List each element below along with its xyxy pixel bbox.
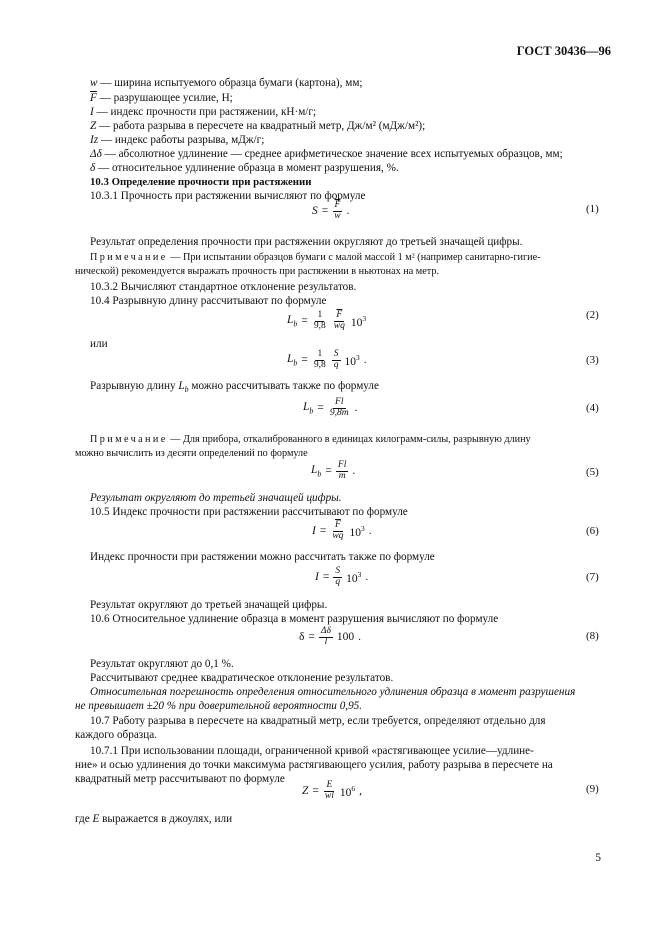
page-number: 5 [595, 852, 601, 864]
power-exponent: 3 [356, 353, 360, 363]
fraction-denominator: w [334, 210, 341, 221]
note-text: — Для прибора, откалиброванного в единицах килограмм-силы, разрывную длину [167, 434, 531, 445]
definition-symbol: w [90, 77, 98, 89]
paragraph-round-01: Результат округляют до 0,1 %. [90, 658, 234, 670]
formula-lhs [287, 314, 297, 328]
formula-power [351, 314, 366, 329]
fraction [312, 350, 328, 371]
equation-number-5: (5) [586, 466, 599, 478]
formula-tail: . [363, 354, 367, 367]
fraction-numerator: 1 [317, 349, 323, 359]
note-1-line-2: нической) рекомендуется выражать прочность при растяжении в ньютонах на метр. [75, 266, 439, 277]
formula-9 [302, 781, 362, 802]
definition-text: — относительное удлинение образца в момент разрушения, %. [95, 162, 399, 174]
note-label: Примечание [90, 434, 168, 445]
note-1-line-1 [90, 252, 541, 264]
fraction [312, 311, 328, 332]
definition-symbol: Δδ [90, 148, 102, 160]
text: выражается в джоулях, или [99, 813, 233, 825]
equation-number-2: (2) [586, 309, 599, 321]
formula-equals: = [322, 571, 330, 584]
formula-equals: = [317, 402, 324, 415]
formula-power [346, 570, 361, 585]
fraction-denominator: l [324, 636, 328, 647]
note-label: Примечание [90, 252, 168, 263]
formula-equals: = [301, 315, 308, 328]
definition-z [90, 120, 425, 133]
fraction-numerator: $\overline{F}$ [334, 200, 341, 210]
formula-tail: . [346, 205, 350, 218]
definition-symbol: Z [90, 120, 97, 132]
formula-equals: = [301, 354, 308, 367]
definition-symbol: $\overline{F}$ [90, 92, 97, 104]
fraction-denominator: 9,8 [313, 320, 326, 331]
definition-text: — ширина испытуемого образца бумаги (картона), мм; [97, 77, 363, 89]
fraction-numerator: Fl [335, 397, 344, 407]
definition-symbol: δ [90, 162, 96, 174]
paragraph-10-7-line-2: каждого образца. [75, 729, 157, 741]
fraction-numerator: $\overline{F}$ [336, 310, 343, 320]
formula-tail: . [365, 571, 369, 584]
paragraph-std: Рассчитывают среднее квадратическое отклонение результатов. [90, 672, 394, 684]
paragraph-round-3: Результат округляют до третьей значащей цифры. [90, 599, 328, 611]
formula-lhs [287, 353, 297, 367]
equation-number-6: (6) [586, 525, 599, 537]
text: где [75, 813, 93, 825]
fraction-numerator: E [326, 780, 333, 790]
formula-power [340, 784, 355, 799]
formula-lhs-subscript: b [309, 406, 314, 416]
formula-7 [315, 567, 368, 588]
equation-number-8: (8) [586, 630, 599, 642]
paragraph-error-line-2: не превышает ±20 % при доверительной вероятности 0,95. [75, 700, 363, 712]
formula-lhs: δ [299, 631, 305, 644]
definition-i [90, 106, 316, 119]
word-or: или [90, 338, 108, 350]
paragraph-where-e [75, 813, 232, 826]
formula-lhs-subscript: b [317, 469, 322, 479]
paragraph-10-7-1-line-3: квадратный метр рассчитывают по формуле [75, 773, 285, 785]
formula-equals: = [312, 785, 319, 798]
formula-lhs [311, 464, 321, 478]
formula-lhs-symbol: L [287, 314, 294, 327]
paragraph-10-7-line-1: 10.7 Работу разрыва в пересчете на квадратный метр, если требуется, определяют отдельно для [90, 715, 546, 727]
formula-tail: . [354, 402, 358, 415]
power-base: 10 [346, 572, 358, 585]
formula-power: 100 [336, 631, 355, 644]
formula-2 [287, 311, 366, 332]
fraction-denominator: 9,8 [313, 359, 326, 370]
fraction [332, 311, 347, 332]
definition-symbol: I [90, 106, 94, 118]
definition-text: — индекс прочности при растяжении, кН·м/г; [93, 106, 317, 118]
fraction [328, 398, 351, 419]
formula-tail: , [359, 785, 363, 798]
formula-lhs-symbol: L [311, 464, 318, 477]
formula-equals: = [319, 525, 327, 538]
text: Разрывную длину [90, 380, 179, 392]
definition-f [90, 92, 233, 105]
symbol-subscript: b [184, 385, 189, 395]
equation-number-4: (4) [586, 402, 599, 414]
equation-number-1: (1) [586, 203, 599, 215]
paragraph-lb-also [90, 380, 379, 394]
formula-power [345, 353, 360, 368]
fraction-denominator: wq [332, 530, 344, 541]
formula-lhs: I [315, 571, 319, 584]
paragraph-10-5: 10.5 Индекс прочности при растяжении рассчитывают по формуле [90, 506, 408, 518]
paragraph-10-4: 10.4 Разрывную длину рассчитывают по формуле [90, 295, 327, 307]
paragraph-error-line-1: Относительная погрешность определения относительного удлинения образца в момент разрушения [90, 686, 576, 698]
paragraph-index-also: Индекс прочности при растяжении можно рассчитать также по формуле [90, 551, 435, 563]
section-heading-10-3: 10.3 Определение прочности при растяжении [90, 176, 312, 188]
definition-text: — абсолютное удлинение — среднее арифметическое значение всех испытуемых образцов, мм; [101, 148, 563, 160]
paragraph-10-3-2: 10.3.2 Вычисляют стандартное отклонение результатов. [90, 281, 357, 293]
document-id: ГОСТ 30436—96 [516, 44, 611, 58]
note-2-line-1 [90, 434, 531, 446]
text: можно рассчитывать также по формуле [188, 380, 379, 392]
formula-lhs-symbol: L [303, 401, 310, 414]
fraction [336, 461, 348, 482]
formula-power [349, 524, 364, 539]
fraction-numerator: $\overline{F}$ [334, 520, 341, 530]
formula-6 [312, 521, 372, 542]
definition-text: — разрушающее усилие, Н; [96, 92, 233, 104]
fraction [333, 567, 342, 588]
formula-8 [299, 627, 361, 648]
power-exponent: 3 [362, 314, 367, 324]
fraction-denominator: 9,8m [329, 407, 349, 418]
symbol: L [178, 380, 185, 392]
paragraph-10-7-1-line-2: ние» и осью удлинения до точки максимума растягивающего усилия, работу разрыва в пересчете на [75, 759, 553, 771]
paragraph-round-italic: Результат округляют до третьей значащей цифры. [90, 492, 342, 504]
symbol: E [92, 813, 100, 825]
paragraph-round-s: Результат определения прочности при растяжении округляют до третьей значащей цифры. [90, 236, 523, 248]
definition-delta-rel [90, 162, 399, 175]
formula-lhs-subscript: b [293, 319, 298, 329]
fraction-denominator: q [335, 576, 341, 587]
definition-text: — работа разрыва в пересчете на квадратный метр, Дж/м² (мДж/м²); [96, 120, 426, 132]
fraction [330, 521, 345, 542]
formula-lhs-symbol: L [287, 353, 294, 366]
equation-number-9: (9) [586, 783, 599, 795]
power-exponent: 3 [360, 524, 365, 534]
definition-symbol: Iz [90, 134, 99, 146]
power-base: 10 [349, 526, 361, 539]
fraction-denominator: m [338, 470, 346, 481]
formula-equals: = [325, 465, 332, 478]
formula-lhs [303, 401, 313, 415]
paragraph-10-3-1: 10.3.1 Прочность при растяжении вычисляют по формуле [90, 190, 366, 202]
fraction [319, 627, 333, 648]
fraction [332, 201, 342, 222]
definition-iz [90, 134, 264, 147]
formula-lhs: I [312, 525, 316, 538]
formula-tail: . [358, 631, 362, 644]
definition-w [90, 77, 363, 90]
formula-lhs: S [312, 205, 318, 218]
fraction [332, 350, 341, 371]
equation-number-7: (7) [586, 571, 599, 583]
note-2-line-2: можно вычислить из десяти определений по формуле [75, 448, 308, 459]
power-exponent: 6 [351, 784, 356, 794]
paragraph-10-7-1-line-1: 10.7.1 При использовании площади, ограниченной кривой «растягивающее усилие—удлине- [90, 745, 534, 757]
power-base: 10 [339, 786, 352, 799]
fraction-numerator: 1 [317, 310, 323, 320]
fraction-denominator: wq [333, 320, 345, 331]
formula-1 [312, 201, 349, 222]
power-base: 10 [344, 355, 357, 368]
note-text: — При испытании образцов бумаги с малой массой 1 м² (например санитарно-гигие- [167, 252, 541, 263]
fraction-numerator: S [335, 566, 341, 576]
formula-4 [303, 398, 358, 419]
fraction-denominator: q [333, 359, 339, 370]
formula-5 [311, 461, 355, 482]
formula-lhs: Z [302, 785, 309, 798]
definition-delta-abs [90, 148, 563, 161]
definition-text: — индекс работы разрыва, мДж/г; [98, 134, 265, 146]
fraction-numerator: S [333, 349, 339, 359]
equation-number-3: (3) [586, 354, 599, 366]
paragraph-10-6: 10.6 Относительное удлинение образца в момент разрушения вычисляют по формуле [90, 613, 499, 625]
power-base: 10 [350, 316, 363, 329]
formula-3 [287, 350, 367, 371]
formula-tail: . [352, 465, 356, 478]
formula-equals: = [308, 631, 315, 644]
formula-tail: . [368, 525, 372, 538]
fraction-denominator: wl [324, 790, 334, 801]
fraction-numerator: Fl [337, 460, 347, 470]
fraction [323, 781, 336, 802]
formula-lhs-subscript: b [293, 358, 298, 368]
power-exponent: 3 [357, 570, 362, 580]
fraction-numerator: Δδ [320, 626, 331, 636]
formula-equals: = [321, 205, 329, 218]
